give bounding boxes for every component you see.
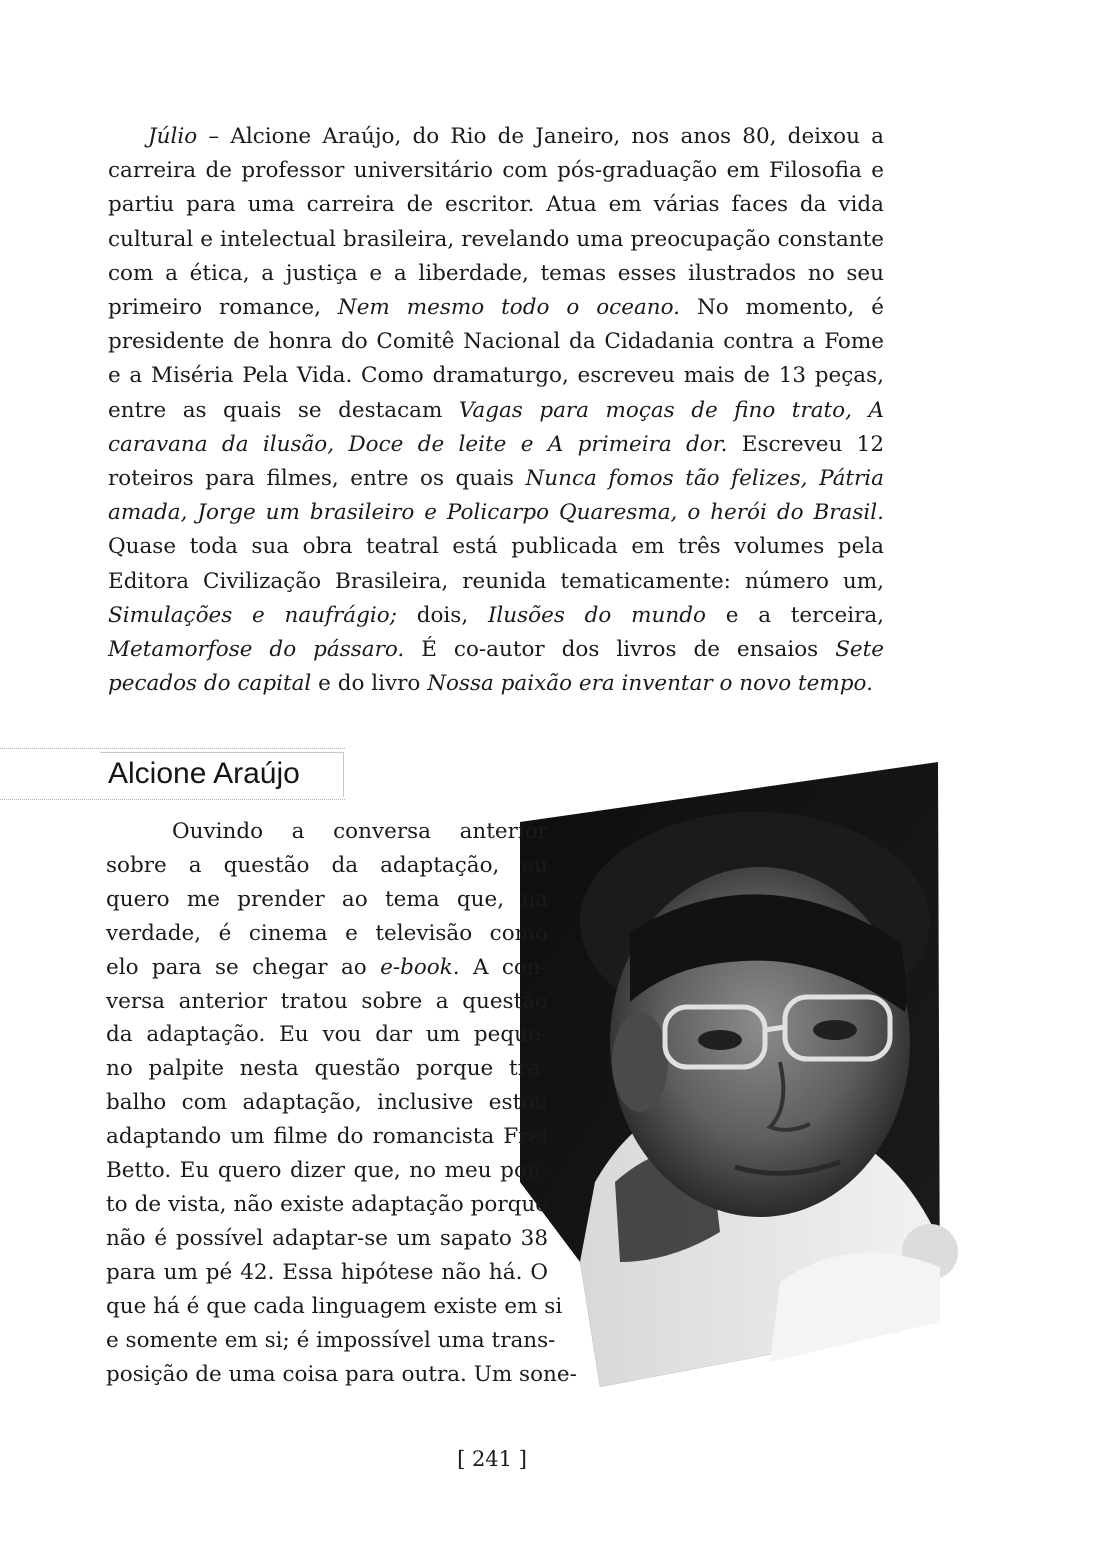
intro-paragraph <box>108 120 884 701</box>
intro-text-1: – Alcione Araújo, do Rio de Janeiro, nos anos 80, deixou a carreira de professor universitário com pós-graduação em Filosofia e partiu para uma carreira de escritor. Atua em várias faces da vida cultural e intelectual brasileira, revelando uma preocupação constante com a ética, a justiça e a liberdade, temas esses ilustrados no seu primeiro romance, <box>108 124 884 321</box>
body-line: verdade, é cinema e televisão como <box>106 920 548 946</box>
body-text: . A con- <box>452 954 548 980</box>
body-line: no palpite nesta questão porque tra- <box>106 1056 548 1082</box>
intro-text-5: dois, <box>396 602 488 628</box>
body-text: elo para se chegar ao <box>106 954 381 980</box>
intro-text-2: No momento, é presidente de honra do Comitê Nacional da Cidadania contra a Fome e a Miséria Pela Vida. Como dramaturgo, escreveu mais de 13 peças, entre as quais se destacam <box>108 295 884 423</box>
intro-text-7: É co-autor dos livros de ensaios <box>404 637 836 663</box>
body-line <box>106 951 548 985</box>
intro-text-3: Escreveu 12 roteiros para filmes, entre os quais <box>108 431 884 492</box>
body-line: para um pé 42. Essa hipótese não há. O <box>106 1259 548 1285</box>
body-line: posição de uma coisa para outra. Um sone- <box>106 1361 577 1387</box>
intro-title-vol1: Simulações e naufrágio; <box>108 602 397 628</box>
page-number: [ 241 ] <box>457 1447 527 1471</box>
body-line: sobre a questão da adaptação, eu <box>106 852 548 878</box>
intro-title-book: Nossa paixão era inventar o novo tempo. <box>427 671 873 697</box>
body-line: da adaptação. Eu vou dar um peque- <box>106 1022 548 1048</box>
section-heading: Alcione Araújo <box>108 757 300 790</box>
body-line: não é possível adaptar-se um sapato 38 <box>106 1225 548 1251</box>
section-body <box>106 815 577 1391</box>
intro-title-essays: Sete pecados do capital <box>108 637 885 697</box>
speaker-name: Júlio <box>148 124 198 149</box>
body-line: versa anterior tratou sobre a questão <box>106 988 548 1014</box>
body-line: Ouvindo a conversa anterior <box>172 819 548 844</box>
intro-title-novel: Nem mesmo todo o oceano. <box>337 295 681 321</box>
body-line: Betto. Eu quero dizer que, no meu pon- <box>106 1158 548 1184</box>
intro-text-8: e do livro <box>311 671 428 697</box>
intro-title-vol3: Metamorfose do pássaro. <box>108 637 405 663</box>
ebook-term: e-book <box>380 954 453 980</box>
body-line: balho com adaptação, inclusive estou <box>106 1090 548 1116</box>
intro-text-6: e a terceira, <box>705 602 885 628</box>
body-line: to de vista, não existe adaptação porque <box>106 1191 548 1217</box>
body-line: que há é que cada linguagem existe em si <box>106 1293 563 1319</box>
body-line: quero me prender ao tema que, na <box>106 886 548 912</box>
intro-title-films: Nunca fomos tão felizes, Pátria amada, Jorge um brasileiro e Policarpo Quaresma, o herói do Brasil. <box>108 466 884 526</box>
intro-title-plays: Vagas para moças de fino trato, A caravana da ilusão, Doce de leite e A primeira dor. <box>108 397 884 457</box>
body-line: e somente em si; é impossível uma trans- <box>106 1327 556 1353</box>
body-line: adaptando um filme do romancista Frei <box>106 1124 548 1150</box>
speaker-photo <box>520 762 940 1382</box>
intro-text-4: Quase toda sua obra teatral está publicada em três volumes pela Editora Civilização Brasileira, reunida tematicamente: número um, <box>108 534 884 594</box>
intro-title-vol2: Ilusões do mundo <box>487 602 706 628</box>
